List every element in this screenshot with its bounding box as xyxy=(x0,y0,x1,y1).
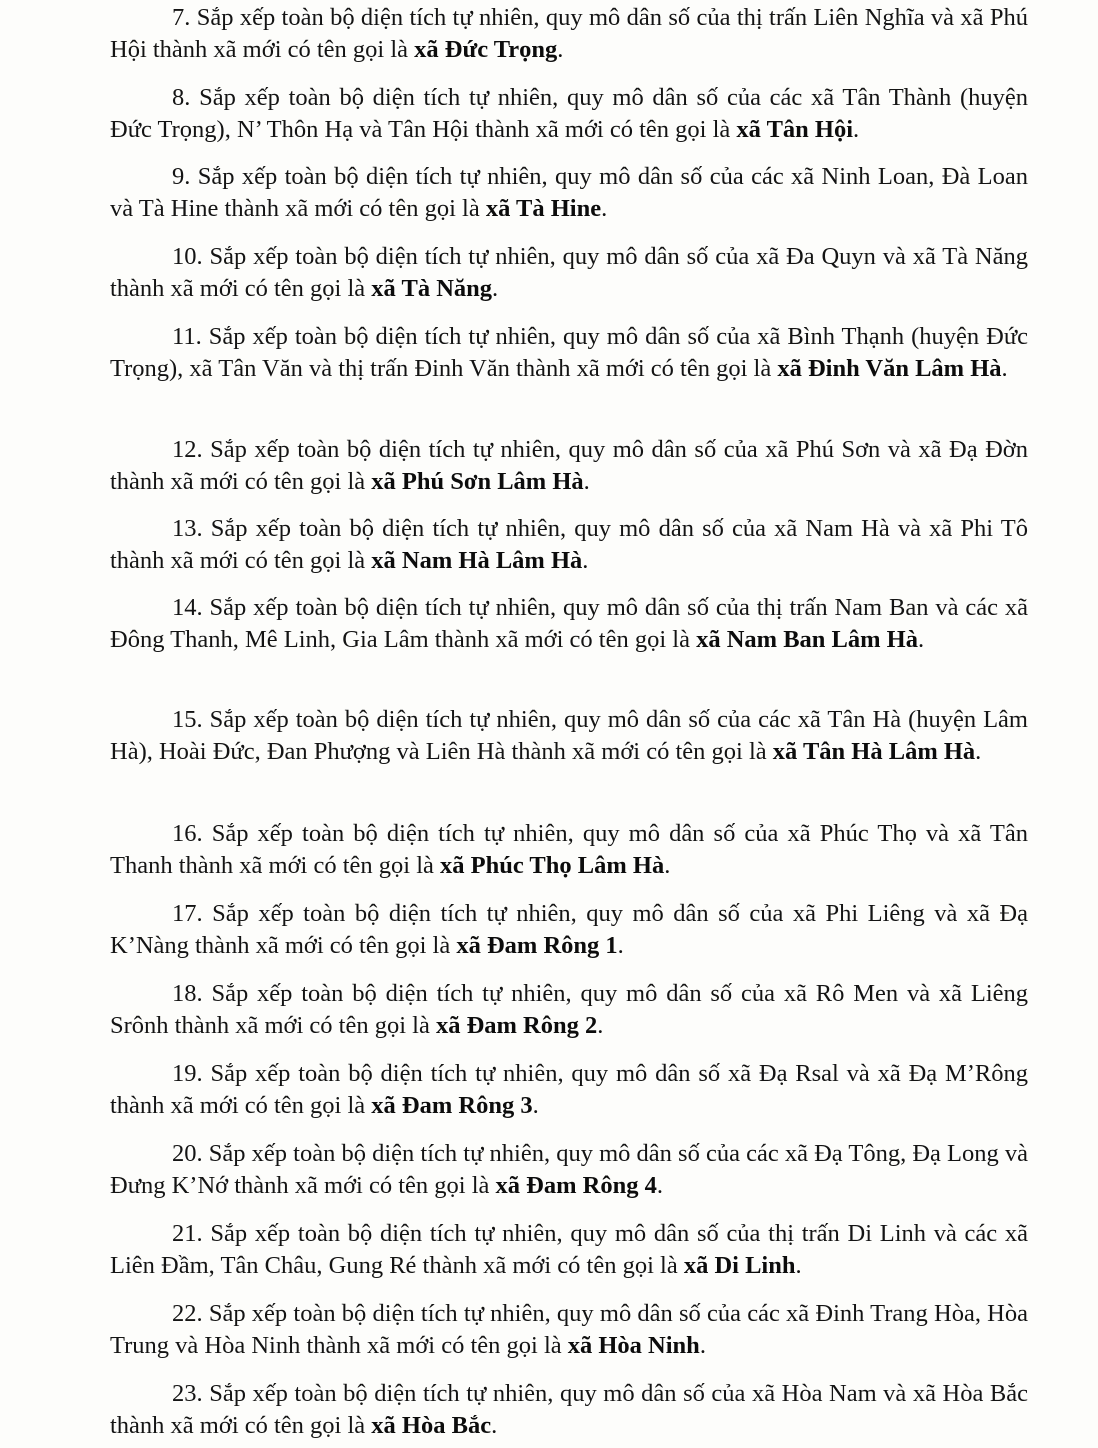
article-number: 18. xyxy=(172,980,203,1007)
commune-name: xã Đam Rông 1 xyxy=(456,932,618,959)
commune-name: xã Phúc Thọ Lâm Hà xyxy=(440,852,665,879)
article-10: 10. Sắp xếp toàn bộ diện tích tự nhiên, quy mô dân số của xã Đa Quyn và xã Tà Năng thành xã mới có tên gọi là xã Tà Năng. xyxy=(110,243,1029,302)
article-number: 20. xyxy=(172,1140,203,1167)
article-number: 13. xyxy=(172,515,203,542)
article-text: Sắp xếp toàn bộ diện tích tự nhiên, quy mô dân số của thị trấn Liên Nghĩa và xã Phú Hội thành xã mới có tên gọi là xyxy=(110,4,1029,63)
commune-name: xã Nam Ban Lâm Hà xyxy=(696,626,918,653)
article-text: Sắp xếp toàn bộ diện tích tự nhiên, quy mô dân số của các xã Ninh Loan, Đà Loan và Tà Hine thành xã mới có tên gọi là xyxy=(110,163,1029,222)
article-16: 16. Sắp xếp toàn bộ diện tích tự nhiên, quy mô dân số của xã Phúc Thọ và xã Tân Thanh thành xã mới có tên gọi là xã Phúc Thọ Lâm Hà. xyxy=(110,820,1029,879)
commune-name: xã Đinh Văn Lâm Hà xyxy=(777,355,1002,382)
article-text: Sắp xếp toàn bộ diện tích tự nhiên, quy mô dân số của xã Phi Liêng và xã Đạ K’Nàng thành xã mới có tên gọi là xyxy=(110,900,1029,959)
article-number: 16. xyxy=(172,820,203,847)
article-text: Sắp xếp toàn bộ diện tích tự nhiên, quy mô dân số của xã Phúc Thọ và xã Tân Thanh thành xã mới có tên gọi là xyxy=(110,820,1029,879)
article-22: 22. Sắp xếp toàn bộ diện tích tự nhiên, quy mô dân số của các xã Đinh Trang Hòa, Hòa Trung và Hòa Ninh thành xã mới có tên gọi là xã Hòa Ninh. xyxy=(110,1300,1028,1359)
article-text: Sắp xếp toàn bộ diện tích tự nhiên, quy mô dân số của xã Phú Sơn và xã Đạ Đờn thành xã mới có tên gọi là xyxy=(110,436,1028,495)
commune-name: xã Di Linh xyxy=(683,1252,796,1279)
commune-name: xã Đam Rông 3 xyxy=(371,1092,533,1119)
article-number: 23. xyxy=(172,1380,203,1407)
commune-name: xã Phú Sơn Lâm Hà xyxy=(371,468,584,495)
article-18: 18. Sắp xếp toàn bộ diện tích tự nhiên, quy mô dân số của xã Rô Men và xã Liêng Srônh thành xã mới có tên gọi là xã Đam Rông 2. xyxy=(110,980,1029,1039)
article-number: 19. xyxy=(172,1060,203,1087)
article-text: Sắp xếp toàn bộ diện tích tự nhiên, quy mô dân số của xã Đa Quyn và xã Tà Năng thành xã mới có tên gọi là xyxy=(110,243,1029,302)
commune-name: xã Đam Rông 4 xyxy=(495,1172,657,1199)
article-number: 22. xyxy=(172,1300,203,1327)
commune-name: xã Hòa Ninh xyxy=(567,1332,700,1359)
article-17: 17. Sắp xếp toàn bộ diện tích tự nhiên, quy mô dân số của xã Phi Liêng và xã Đạ K’Nàng thành xã mới có tên gọi là xã Đam Rông 1. xyxy=(110,900,1029,959)
article-number: 7. xyxy=(172,4,191,31)
article-number: 17. xyxy=(172,900,203,927)
commune-name: xã Tà Năng xyxy=(371,275,493,302)
commune-name: xã Nam Hà Lâm Hà xyxy=(371,547,583,574)
article-20: 20. Sắp xếp toàn bộ diện tích tự nhiên, quy mô dân số của các xã Đạ Tông, Đạ Long và Đưng K’Nớ thành xã mới có tên gọi là xã Đam Rông 4. xyxy=(110,1140,1029,1199)
article-number: 14. xyxy=(172,594,203,621)
article-text: Sắp xếp toàn bộ diện tích tự nhiên, quy mô dân số của xã Bình Thạnh (huyện Đức Trọng), xã Tân Văn và thị trấn Đinh Văn thành xã mới có tên gọi là xyxy=(110,323,1028,382)
article-9: 9. Sắp xếp toàn bộ diện tích tự nhiên, quy mô dân số của các xã Ninh Loan, Đà Loan và Tà Hine thành xã mới có tên gọi là xã Tà Hine. xyxy=(110,163,1029,222)
article-text: Sắp xếp toàn bộ diện tích tự nhiên, quy mô dân số của thị trấn Di Linh và các xã Liên Đầm, Tân Châu, Gung Ré thành xã mới có tên gọi là xyxy=(110,1220,1028,1279)
article-text: Sắp xếp toàn bộ diện tích tự nhiên, quy mô dân số của các xã Đinh Trang Hòa, Hòa Trung và Hòa Ninh thành xã mới có tên gọi là xyxy=(110,1300,1028,1359)
article-number: 8. xyxy=(172,84,191,111)
article-19: 19. Sắp xếp toàn bộ diện tích tự nhiên, quy mô dân số xã Đạ Rsal và xã Đạ M’Rông thành xã mới có tên gọi là xã Đam Rông 3. xyxy=(110,1060,1028,1119)
article-number: 15. xyxy=(172,706,203,733)
article-14: 14. Sắp xếp toàn bộ diện tích tự nhiên, quy mô dân số của thị trấn Nam Ban và các xã Đông Thanh, Mê Linh, Gia Lâm thành xã mới có tên gọi là xã Nam Ban Lâm Hà. xyxy=(110,594,1029,653)
article-21: 21. Sắp xếp toàn bộ diện tích tự nhiên, quy mô dân số của thị trấn Di Linh và các xã Liên Đầm, Tân Châu, Gung Ré thành xã mới có tên gọi là xã Di Linh. xyxy=(110,1220,1028,1279)
commune-name: xã Hòa Bắc xyxy=(371,1412,492,1439)
article-23: 23. Sắp xếp toàn bộ diện tích tự nhiên, quy mô dân số của xã Hòa Nam và xã Hòa Bắc thành xã mới có tên gọi là xã Hòa Bắc. xyxy=(110,1380,1028,1439)
article-15: 15. Sắp xếp toàn bộ diện tích tự nhiên, quy mô dân số của các xã Tân Hà (huyện Lâm Hà), Hoài Đức, Đan Phượng và Liên Hà thành xã mới có tên gọi là xã Tân Hà Lâm Hà. xyxy=(110,706,1028,765)
article-7: 7. Sắp xếp toàn bộ diện tích tự nhiên, quy mô dân số của thị trấn Liên Nghĩa và xã Phú Hội thành xã mới có tên gọi là xã Đức Trọng. xyxy=(110,4,1029,63)
article-text: Sắp xếp toàn bộ diện tích tự nhiên, quy mô dân số của các xã Tân Hà (huyện Lâm Hà), Hoài Đức, Đan Phượng và Liên Hà thành xã mới có tên gọi là xyxy=(110,706,1028,765)
article-number: 9. xyxy=(172,163,191,190)
article-11: 11. Sắp xếp toàn bộ diện tích tự nhiên, quy mô dân số của xã Bình Thạnh (huyện Đức Trọng), xã Tân Văn và thị trấn Đinh Văn thành xã mới có tên gọi là xã Đinh Văn Lâm Hà. xyxy=(110,323,1028,382)
article-text: Sắp xếp toàn bộ diện tích tự nhiên, quy mô dân số của xã Rô Men và xã Liêng Srônh thành xã mới có tên gọi là xyxy=(110,980,1029,1039)
commune-name: xã Tân Hội xyxy=(736,116,854,143)
article-8: 8. Sắp xếp toàn bộ diện tích tự nhiên, quy mô dân số của các xã Tân Thành (huyện Đức Trọng), N’ Thôn Hạ và Tân Hội thành xã mới có tên gọi là xã Tân Hội. xyxy=(110,84,1029,143)
article-number: 21. xyxy=(172,1220,203,1247)
article-number: 11. xyxy=(172,323,202,350)
article-number: 10. xyxy=(172,243,203,270)
commune-name: xã Tân Hà Lâm Hà xyxy=(772,738,976,765)
article-text: Sắp xếp toàn bộ diện tích tự nhiên, quy mô dân số của các xã Đạ Tông, Đạ Long và Đưng K’Nớ thành xã mới có tên gọi là xyxy=(110,1140,1029,1199)
article-text: Sắp xếp toàn bộ diện tích tự nhiên, quy mô dân số của xã Hòa Nam và xã Hòa Bắc thành xã mới có tên gọi là xyxy=(110,1380,1028,1439)
article-text: Sắp xếp toàn bộ diện tích tự nhiên, quy mô dân số của thị trấn Nam Ban và các xã Đông Thanh, Mê Linh, Gia Lâm thành xã mới có tên gọi là xyxy=(110,594,1029,653)
commune-name: xã Tà Hine xyxy=(485,195,602,222)
commune-name: xã Đam Rông 2 xyxy=(435,1012,598,1039)
article-text: Sắp xếp toàn bộ diện tích tự nhiên, quy mô dân số của xã Nam Hà và xã Phi Tô thành xã mới có tên gọi là xyxy=(110,515,1028,574)
article-13: 13. Sắp xếp toàn bộ diện tích tự nhiên, quy mô dân số của xã Nam Hà và xã Phi Tô thành xã mới có tên gọi là xã Nam Hà Lâm Hà. xyxy=(110,515,1028,574)
commune-name: xã Đức Trọng xyxy=(414,36,558,63)
article-number: 12. xyxy=(172,436,203,463)
article-text: Sắp xếp toàn bộ diện tích tự nhiên, quy mô dân số xã Đạ Rsal và xã Đạ M’Rông thành xã mới có tên gọi là xyxy=(110,1060,1028,1119)
article-text: Sắp xếp toàn bộ diện tích tự nhiên, quy mô dân số của các xã Tân Thành (huyện Đức Trọng), N’ Thôn Hạ và Tân Hội thành xã mới có tên gọi là xyxy=(110,84,1029,143)
article-12: 12. Sắp xếp toàn bộ diện tích tự nhiên, quy mô dân số của xã Phú Sơn và xã Đạ Đờn thành xã mới có tên gọi là xã Phú Sơn Lâm Hà. xyxy=(110,436,1028,495)
